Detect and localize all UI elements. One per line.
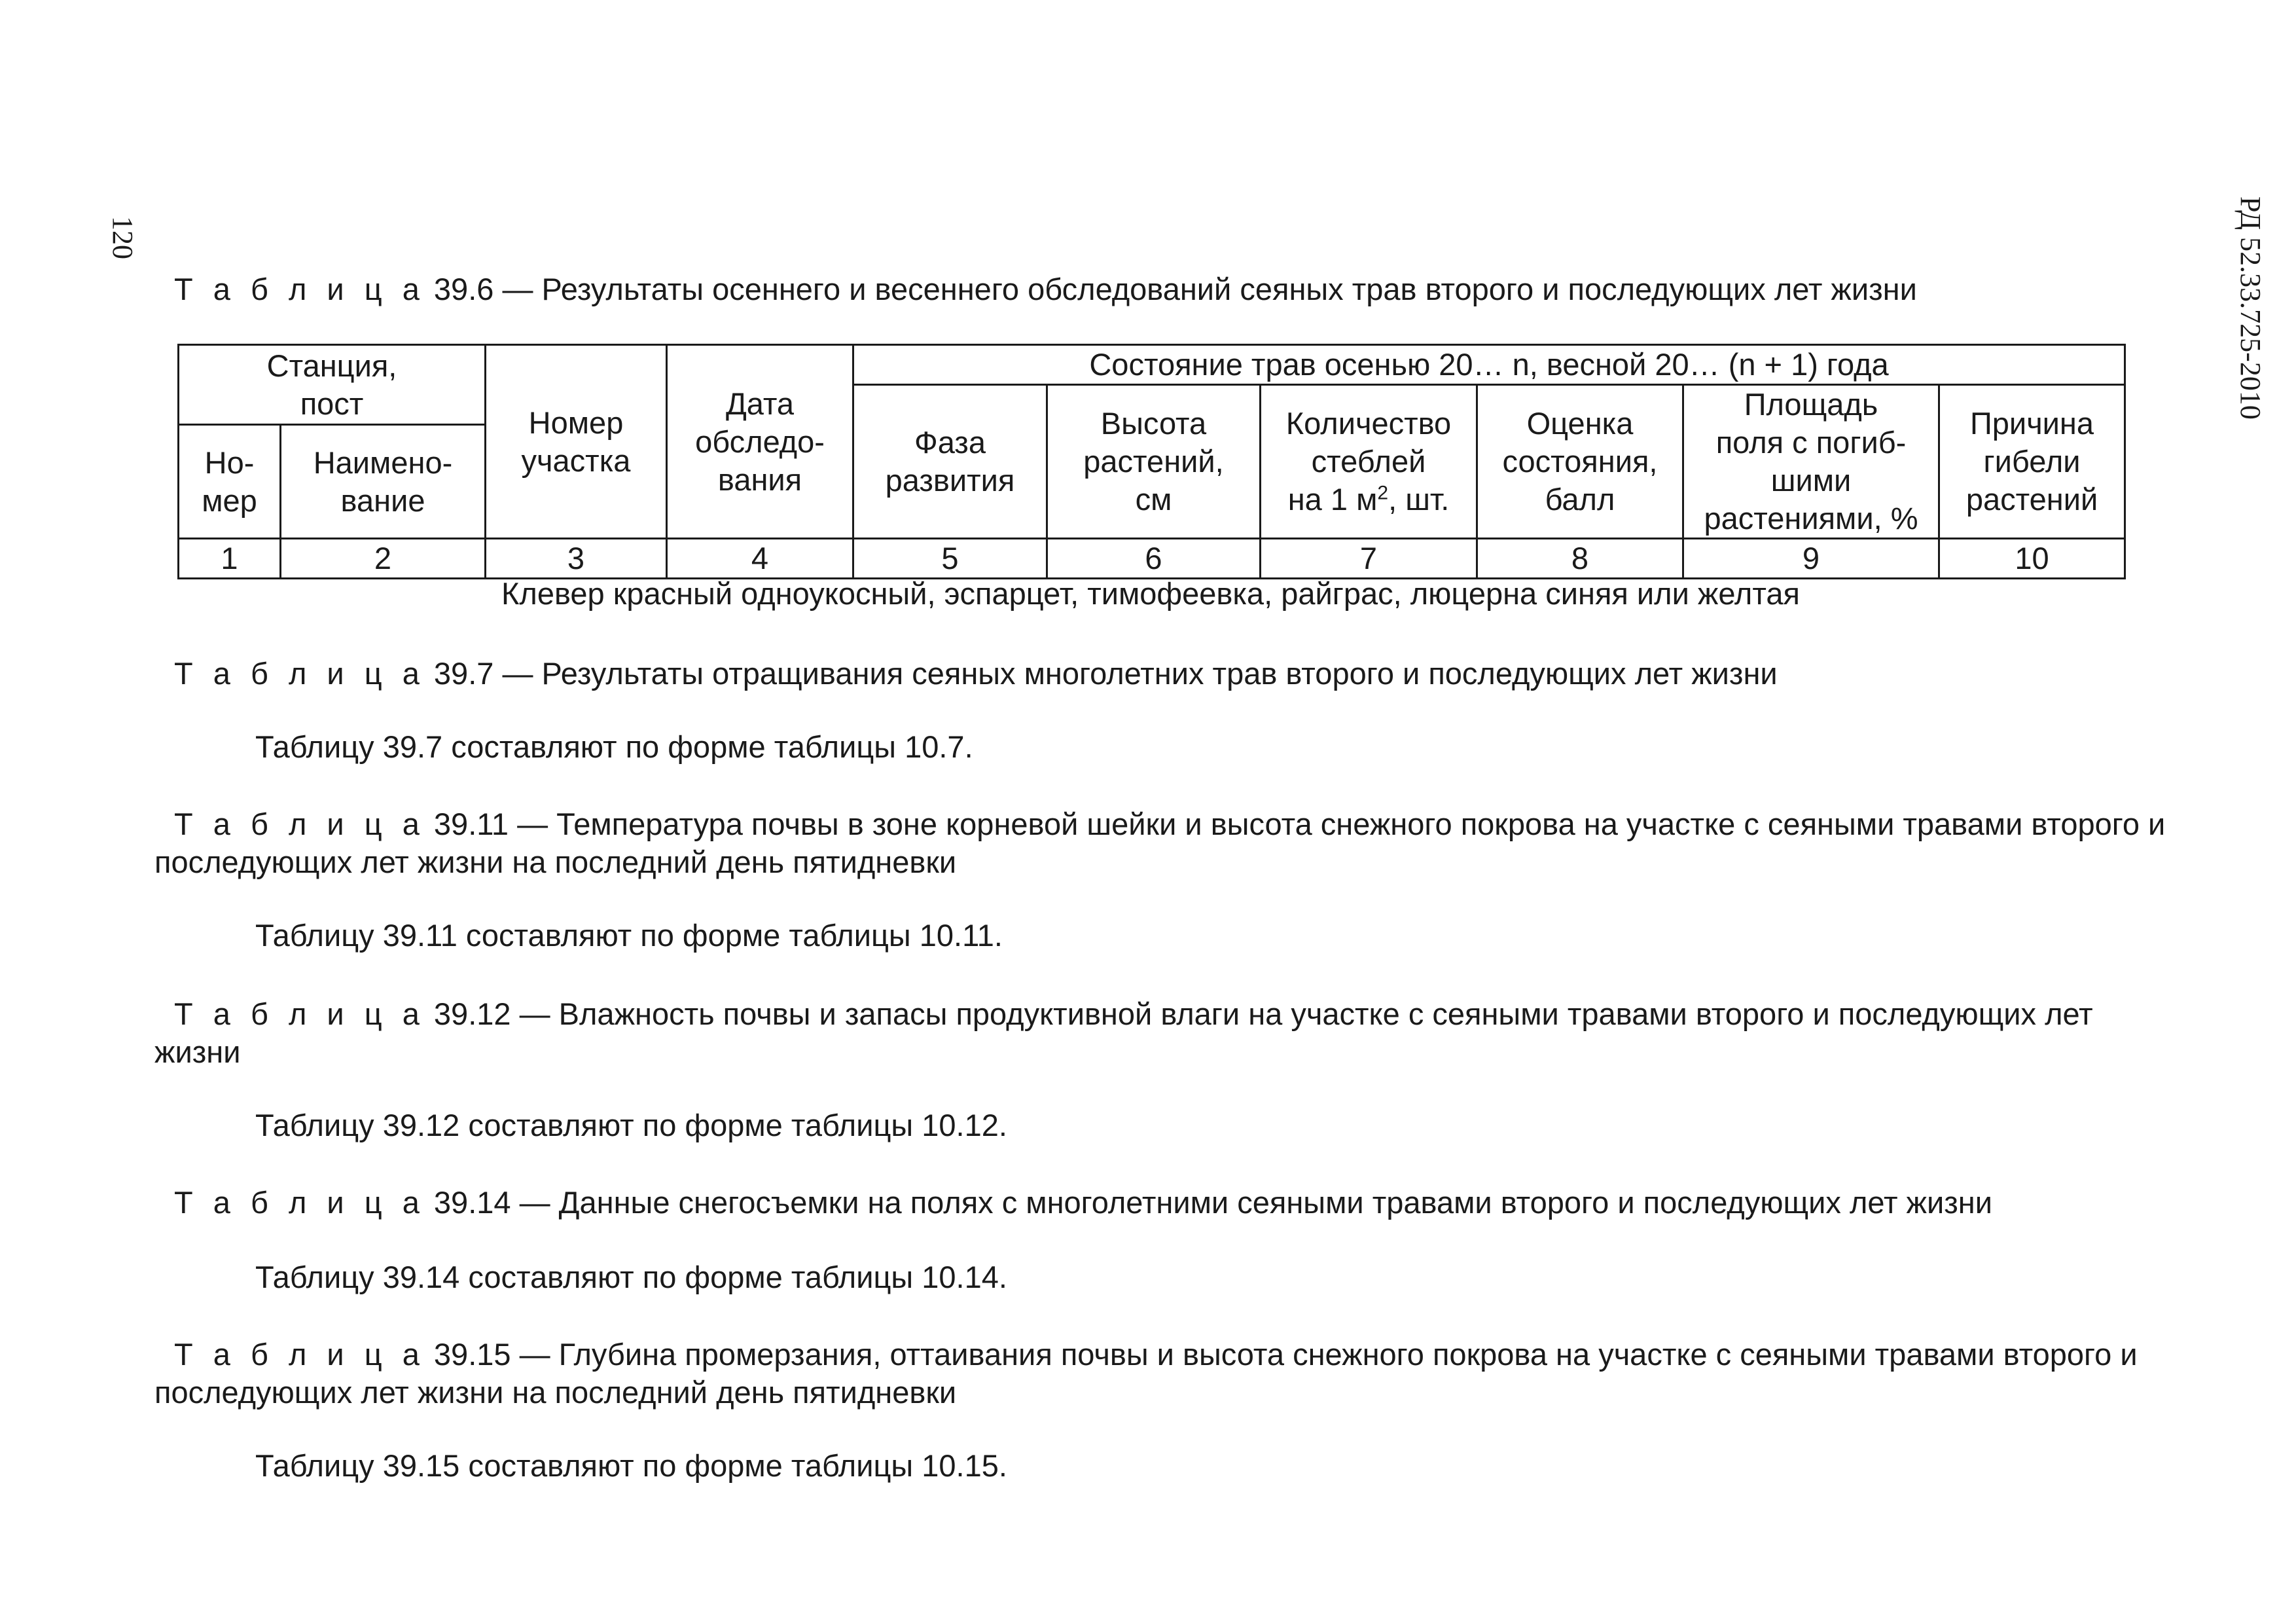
stems-prefix: на 1 м bbox=[1287, 482, 1378, 517]
column-number: 5 bbox=[853, 539, 1047, 579]
page-number: 120 bbox=[107, 216, 139, 259]
column-number: 9 bbox=[1683, 539, 1939, 579]
column-number: 4 bbox=[667, 539, 853, 579]
caption-text: 39.14 — Данные снегосъемки на полях с многолетними сеяными травами второго и последующих лет жизни bbox=[433, 1185, 1992, 1220]
table-39-7-note: Таблицу 39.7 составляют по форме таблицы 10.7. bbox=[255, 729, 973, 764]
table-39-6 bbox=[177, 344, 2126, 579]
crop-list-row: Клевер красный одноукосный, эспарцет, тимофеевка, райграс, люцерна синяя или желтая bbox=[501, 576, 1800, 611]
stems-suffix: , шт. bbox=[1388, 482, 1450, 517]
header-station-post: Станция, пост bbox=[179, 345, 486, 425]
table-39-11-note: Таблицу 39.11 составляют по форме таблицы 10.11. bbox=[255, 918, 1003, 953]
header-rating: Оценка состояния, балл bbox=[1477, 385, 1683, 539]
header-station-number: Но- мер bbox=[179, 425, 281, 539]
header-area: Площадь поля с погиб- шими растениями, % bbox=[1683, 385, 1939, 539]
caption-label: Т а б л и ц а bbox=[174, 1337, 425, 1372]
stems-sup: 2 bbox=[1377, 482, 1389, 504]
column-number: 8 bbox=[1477, 539, 1683, 579]
column-number: 10 bbox=[1939, 539, 2125, 579]
caption-text: 39.6 — Результаты осеннего и весеннего обследований сеяных трав второго и последующих лет жизни bbox=[433, 272, 1917, 306]
table-39-6-caption bbox=[154, 270, 2177, 308]
caption-text: 39.15 — Глубина промерзания, оттаивания почвы и высота снежного покрова на участке с сеяными травами второго и последующих лет жизни на последний день пятидневки bbox=[154, 1337, 2138, 1410]
column-number-row bbox=[179, 539, 2125, 579]
caption-label: Т а б л и ц а bbox=[174, 272, 425, 306]
column-number: 6 bbox=[1047, 539, 1261, 579]
table-39-12-caption bbox=[154, 995, 2177, 1071]
document-code: РД 52.33.725-2010 bbox=[2234, 196, 2267, 420]
column-number: 7 bbox=[1261, 539, 1477, 579]
table-39-14-caption bbox=[154, 1184, 2177, 1222]
header-stems bbox=[1261, 385, 1477, 539]
column-number: 3 bbox=[486, 539, 667, 579]
header-station-name: Наимено- вание bbox=[281, 425, 486, 539]
header-grass-state: Состояние трав осенью 20… n, весной 20… (n + 1) года bbox=[853, 345, 2125, 385]
table-39-15-caption bbox=[154, 1336, 2177, 1412]
caption-text: 39.11 — Температура почвы в зоне корневой шейки и высота снежного покрова на участке с сеяными травами второго и последующих лет жизни на последний день пятидневки bbox=[154, 807, 2166, 879]
caption-label: Т а б л и ц а bbox=[174, 807, 425, 841]
column-number: 1 bbox=[179, 539, 281, 579]
table-39-15-note: Таблицу 39.15 составляют по форме таблицы 10.15. bbox=[255, 1448, 1007, 1483]
table-39-14-note: Таблицу 39.14 составляют по форме таблицы 10.14. bbox=[255, 1260, 1007, 1294]
caption-label: Т а б л и ц а bbox=[174, 656, 425, 691]
header-cause: Причина гибели растений bbox=[1939, 385, 2125, 539]
header-height: Высота растений, см bbox=[1047, 385, 1261, 539]
column-number: 2 bbox=[281, 539, 486, 579]
caption-label: Т а б л и ц а bbox=[174, 1185, 425, 1220]
table-39-7-caption bbox=[154, 655, 2177, 693]
caption-text: 39.7 — Результаты отращивания сеяных многолетних трав второго и последующих лет жизни bbox=[433, 656, 1778, 691]
stems-line1: Количество стеблей bbox=[1285, 406, 1452, 479]
caption-text: 39.12 — Влажность почвы и запасы продуктивной влаги на участке с сеяными травами второго и последующих лет жизни bbox=[154, 996, 2093, 1069]
header-survey-date: Дата обследо- вания bbox=[667, 345, 853, 539]
header-phase: Фаза развития bbox=[853, 385, 1047, 539]
table-39-12-note: Таблицу 39.12 составляют по форме таблицы 10.12. bbox=[255, 1108, 1007, 1142]
header-plot-number: Номер участка bbox=[486, 345, 667, 539]
table-39-11-caption bbox=[154, 805, 2177, 881]
caption-label: Т а б л и ц а bbox=[174, 996, 425, 1031]
